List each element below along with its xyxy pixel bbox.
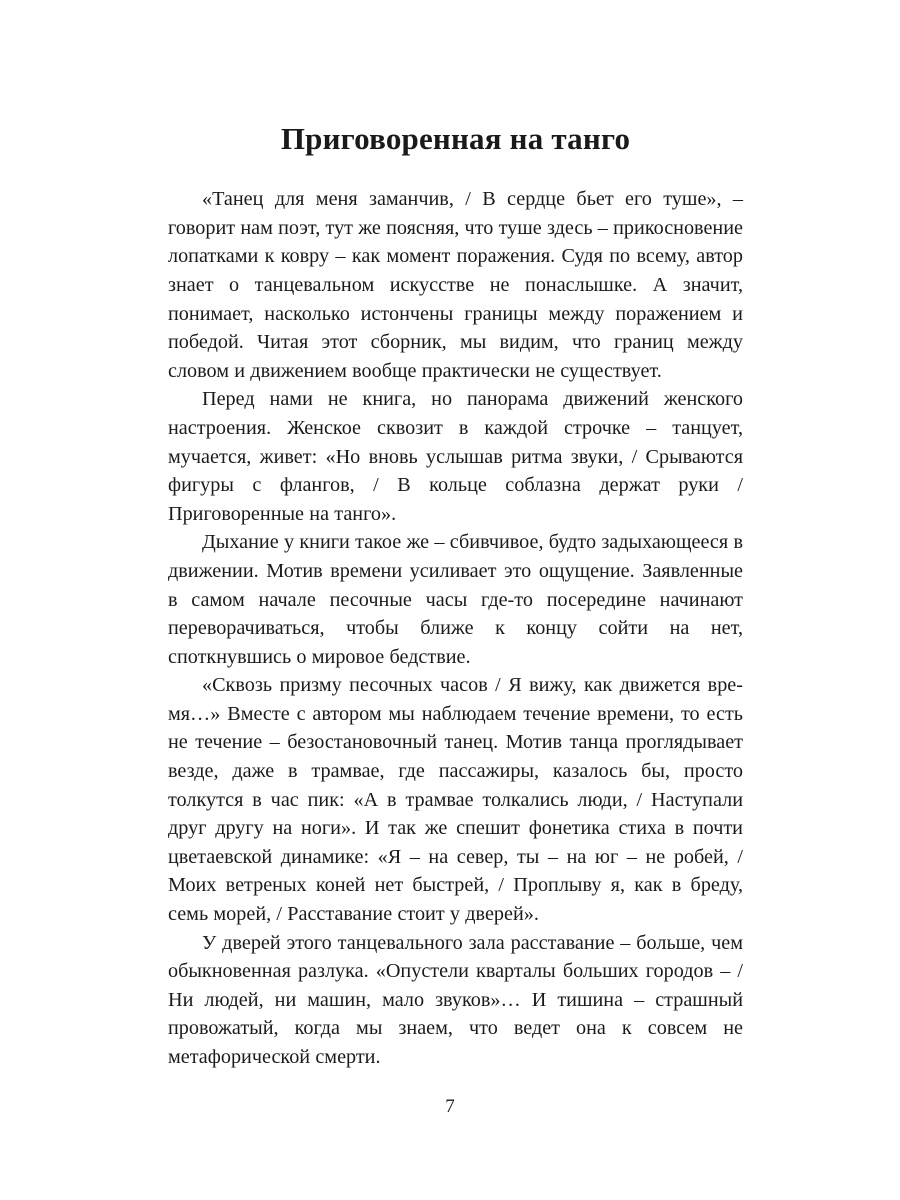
page-number: 7 bbox=[445, 1096, 455, 1117]
paragraph: «Сквозь призму песочных часов / Я вижу, как движется время…» Вместе с автором мы наблюдаем течение времени, то есть не течение – безостановочный танец. Мотив танца проглядывает везде, даже в трамвае, где пассажиры, казалось бы, просто толкутся в час пик: «А в трамвае толкались люди, / Наступали друг другу на ноги». И так же спешит фонетика стиха в почти цветаевской динамике: «Я – на север, ты – на юг – не робей, / Моих ветреных коней нет быстрей, / Проплыву я, как в бреду, семь морей, / Расставание стоит у дверей». bbox=[168, 674, 743, 926]
page-title: Приговоренная на танго bbox=[280, 121, 631, 156]
paragraph: Перед нами не книга, но панорама движений женского настроения. Женское сквозит в каждой строчке – танцует, мучается, живет: «Но вновь услышав ритма звуки, / Срываются фигуры с флангов, / В кольце соблазна держат руки / Приговоренные на танго». bbox=[168, 388, 743, 525]
paragraph: «Танец для меня заманчив, / В сердце бьет его туше», – говорит нам поэт, тут же поясняя, что туше здесь – прикосновение лопатками к ковру – как момент поражения. Судя по всему, автор знает о танцевальном искусстве не понаслышке. А значит, понимает, насколько истончены границы между поражением и победой. Читая этот сборник, мы видим, что границ между словом и движением вообще практически не существует. bbox=[168, 188, 743, 382]
paragraph: Дыхание у книги такое же – сбивчивое, будто задыхающееся в движении. Мотив времени усиливает это ощущение. Заявленные в самом начале песочные часы где-то посередине начинают переворачиваться, чтобы ближе к концу сойти на нет, споткнувшись о мировое бедствие. bbox=[168, 531, 743, 668]
paragraph: У дверей этого танцевального зала расставание – больше, чем обыкновенная разлука. «Опустели кварталы больших городов – / Ни людей, ни машин, мало звуков»… И тишина – страшный провожатый, когда мы знаем, что ведет она к совсем не метафорической смерти. bbox=[168, 931, 743, 1068]
page-content bbox=[168, 120, 743, 1072]
body-text bbox=[168, 185, 743, 1071]
